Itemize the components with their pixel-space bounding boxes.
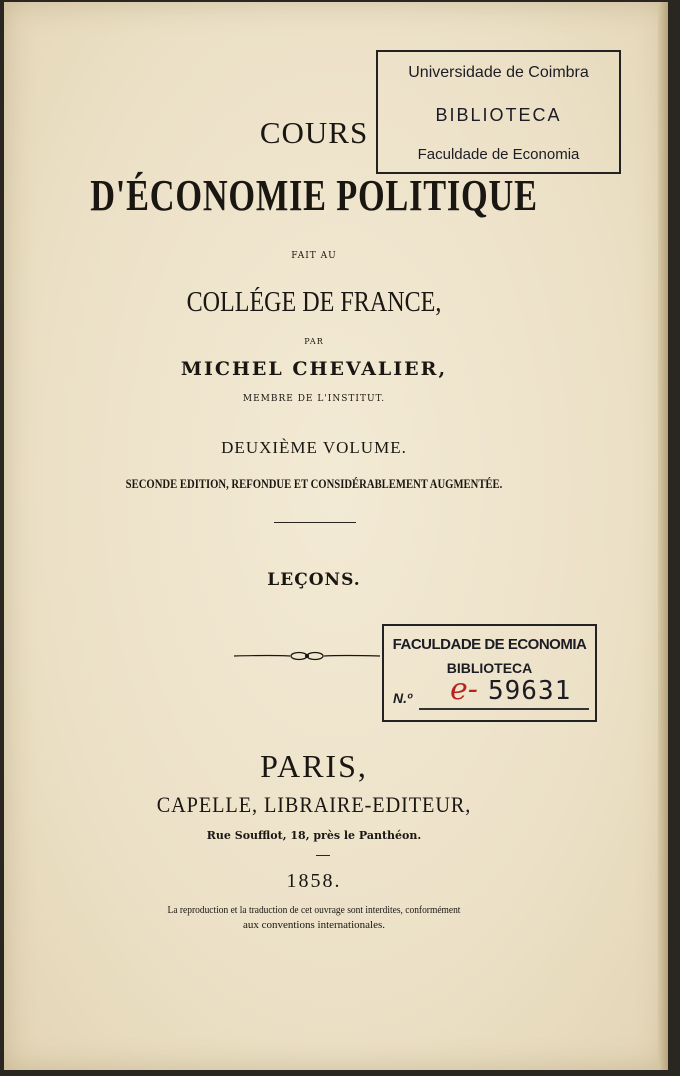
edition: SECONDE EDITION, REFONDUE ET CONSIDÉRABLEMENT AUGMENTÉE. xyxy=(125,476,503,491)
author-title: MEMBRE DE L'INSTITUT. xyxy=(242,394,386,404)
stamp-faculty: Faculdade de Economia xyxy=(417,146,580,163)
stamp-number-label: N.º xyxy=(393,690,413,706)
handwritten-prefix: e- xyxy=(450,672,478,707)
stamp-university: Universidade de Coimbra xyxy=(408,64,589,81)
ornament-icon xyxy=(232,647,382,665)
library-stamp-top xyxy=(376,50,621,174)
library-stamp-bottom xyxy=(382,624,597,722)
title-page xyxy=(4,2,668,1070)
copyright-notice-line-1: La reproduction et la traduction de cet ouvrage sont interdites, conformément xyxy=(167,904,461,916)
author-name: MICHEL CHEVALIER, xyxy=(180,358,448,380)
stamp-faculty-caps: FACULDADE DE ECONOMIA xyxy=(392,636,587,653)
publication-year: 1858. xyxy=(286,870,342,892)
institution: COLLÉGE DE FRANCE, xyxy=(186,287,442,318)
volume: DEUXIÈME VOLUME. xyxy=(221,438,407,457)
stamp-number-line xyxy=(419,708,589,710)
publisher-address: Rue Soufflot, 18, près le Panthéon. xyxy=(206,829,422,842)
accession-number: 59631 xyxy=(488,676,572,706)
title-line-1: COURS xyxy=(259,115,369,150)
city: PARIS, xyxy=(260,748,368,784)
section-title: LEÇONS. xyxy=(267,570,361,590)
divider-rule xyxy=(274,522,356,523)
copyright-notice-line-2: aux conventions internationales. xyxy=(242,919,386,931)
title-line-2: D'ÉCONOMIE POLITIQUE xyxy=(90,171,538,220)
fait-au: FAIT AU xyxy=(291,251,337,261)
page-edge xyxy=(658,2,668,1070)
stamp-biblioteca-bottom: BIBLIOTECA xyxy=(446,660,533,676)
publisher: CAPELLE, LIBRAIRE-EDITEUR, xyxy=(156,792,472,817)
stamp-biblioteca: BIBLIOTECA xyxy=(435,105,562,125)
par: PAR xyxy=(304,337,324,346)
short-rule xyxy=(316,855,330,856)
